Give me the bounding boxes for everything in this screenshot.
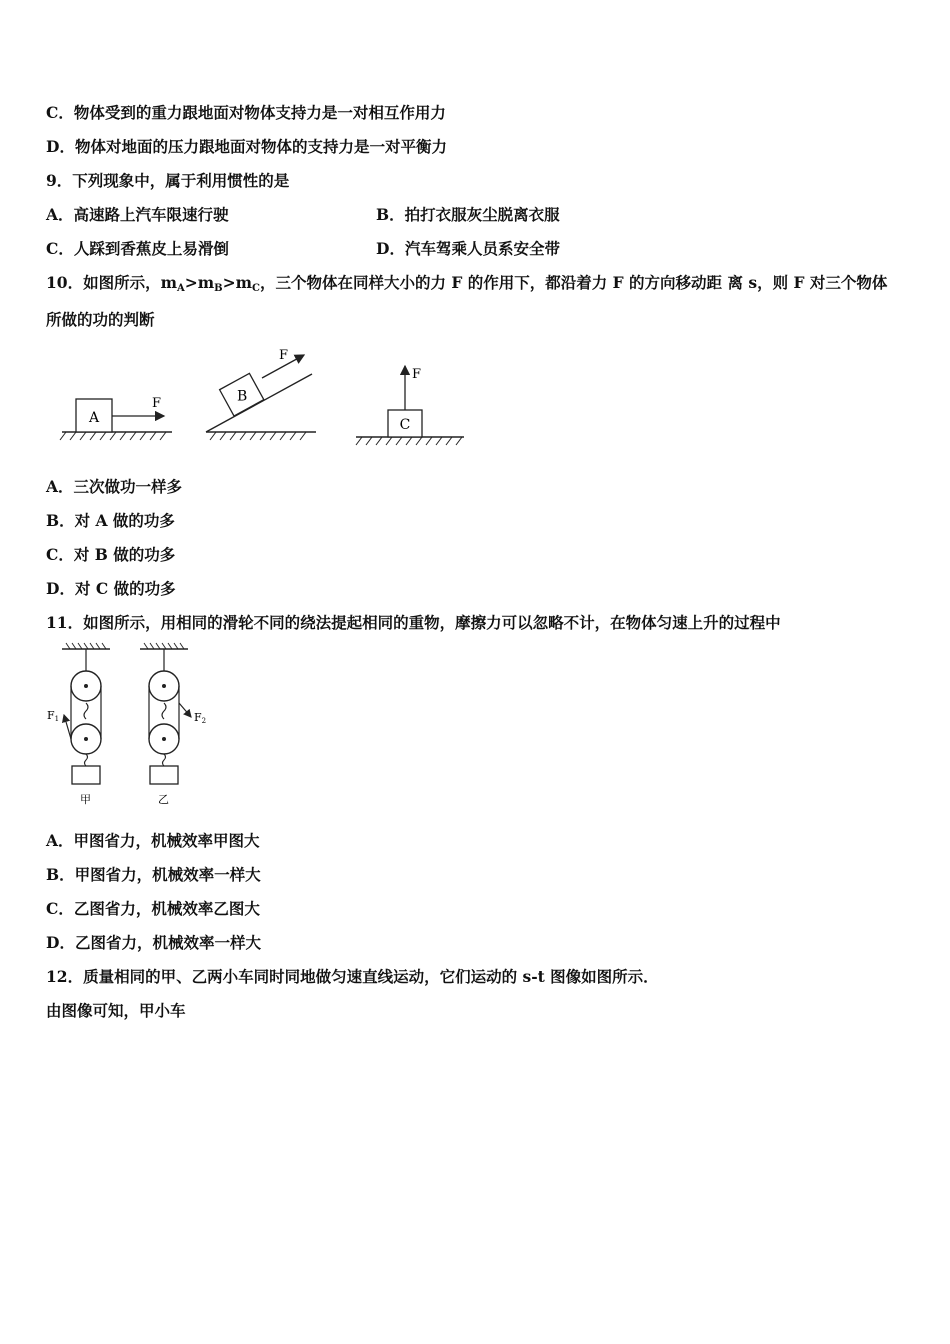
- q11-figure: [40, 643, 220, 808]
- block-c-figure: [356, 366, 464, 445]
- force-b-label: F: [279, 348, 289, 363]
- q11-option-d: D．乙图省力，机械效率一样大: [46, 933, 261, 952]
- block-a-label: A: [88, 410, 100, 426]
- q12-stem: 12．质量相同的甲、乙两小车同时同地做匀速直线运动，它们运动的 s-t 图像如图所示．: [46, 967, 659, 986]
- caption-yi: 乙: [158, 793, 169, 806]
- q12-line2: 由图像可知，甲小车: [46, 1001, 186, 1020]
- q11-option-b: B．甲图省力，机械效率一样大: [46, 865, 261, 884]
- q10-stem: 10．如图所示，$m_A>m_B>m_C$，三个物体在同样大小的力 F 的作用下，都沿着力 F 的方向移动距 离 s，则 F 对三个物体: [46, 273, 888, 294]
- block-b-figure: [206, 348, 316, 440]
- block-a-figure: [60, 396, 172, 440]
- q9-stem: 9．下列现象中，属于利用惯性的是: [46, 171, 290, 190]
- f1-label: F1: [47, 709, 60, 723]
- q11-option-a: A．甲图省力，机械效率甲图大: [46, 831, 260, 850]
- q10-option-a: A．三次做功一样多: [46, 477, 183, 496]
- caption-jia: 甲: [80, 793, 91, 806]
- force-c-label: F: [412, 367, 422, 382]
- q8-option-d: D．物体对地面的压力跟地面对物体的支持力是一对平衡力: [46, 137, 447, 156]
- q10-option-b: B．对 A 做的功多: [46, 511, 175, 530]
- pulley-system-jia: [47, 643, 110, 806]
- q10-option-c: C．对 B 做的功多: [46, 545, 176, 564]
- block-b-label: B: [237, 388, 248, 405]
- q8-option-c: C．物体受到的重力跟地面对物体支持力是一对相互作用力: [46, 103, 446, 122]
- q9-option-d: D．汽车驾乘人员系安全带: [376, 239, 560, 258]
- q9-option-c: C．人踩到香蕉皮上易滑倒: [46, 239, 229, 258]
- f2-label: F2: [194, 711, 207, 725]
- q11-option-c: C．乙图省力，机械效率乙图大: [46, 899, 260, 918]
- q10-option-d: D．对 C 做的功多: [46, 579, 176, 598]
- q10-figure: [50, 340, 490, 450]
- q11-stem: 11．如图所示，用相同的滑轮不同的绕法提起相同的重物，摩擦力可以忽略不计，在物体匀速上升的过程中: [46, 613, 781, 632]
- q9-option-a: A．高速路上汽车限速行驶: [46, 205, 229, 224]
- q9-option-b: B．拍打衣服灰尘脱离衣服: [376, 205, 560, 224]
- block-c-label: C: [399, 417, 411, 433]
- q10-stem-line2: 所做的功的判断: [46, 310, 155, 329]
- pulley-system-yi: [140, 643, 206, 806]
- force-a-label: F: [152, 396, 162, 411]
